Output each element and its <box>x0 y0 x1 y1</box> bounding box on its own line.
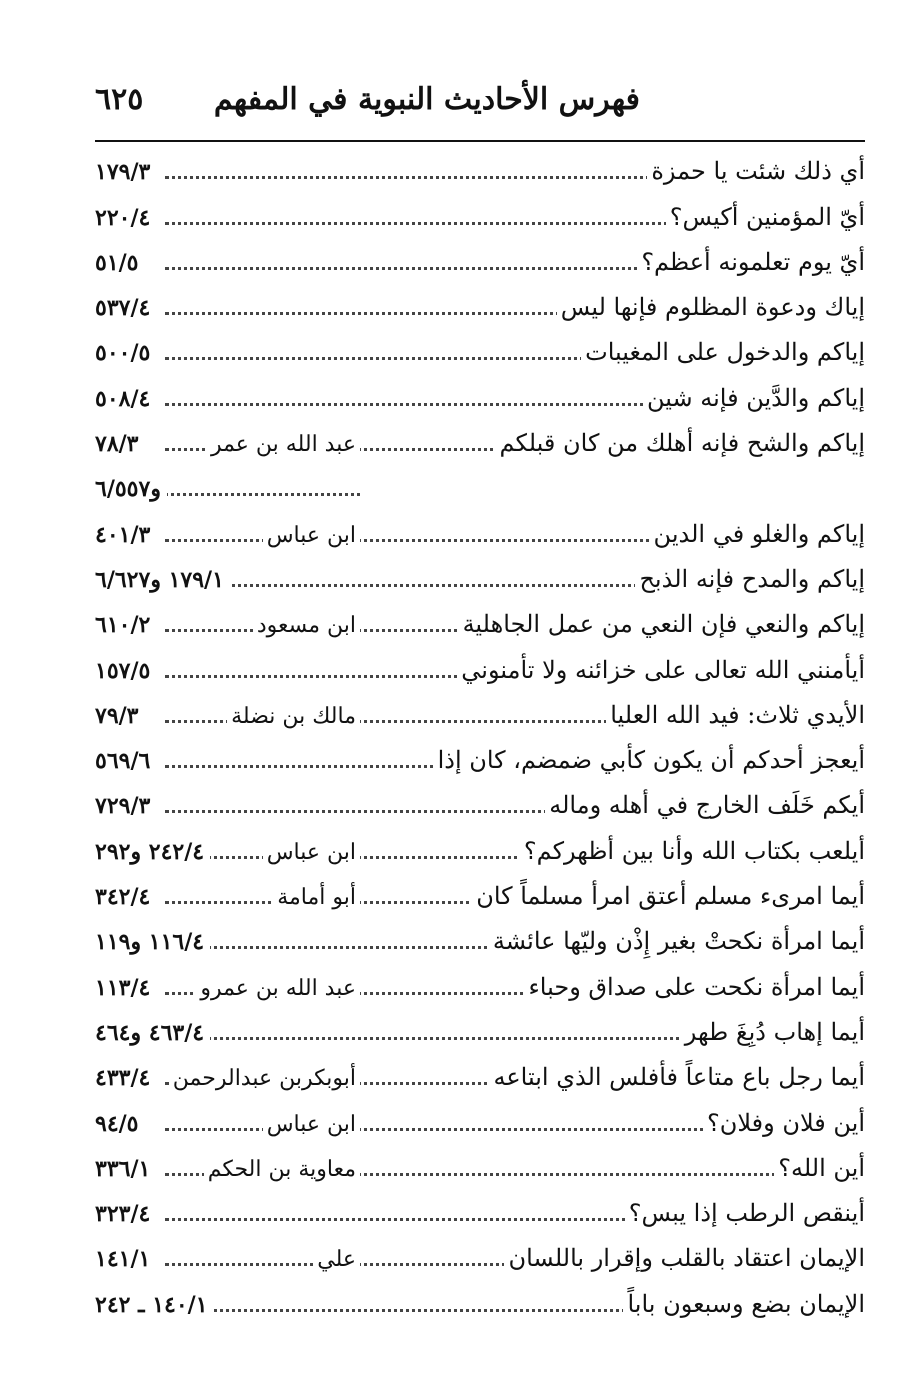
narrator-name: ابن عباس <box>263 840 360 865</box>
volume-page-ref: ٢٤٢/٤ و٢٩٢ <box>95 839 210 865</box>
volume-page-ref: ٧٨/٣ <box>95 431 144 457</box>
hadith-text: إياكم والشح فإنه أهلك من كان قبلكم <box>495 429 865 457</box>
volume-page-ref: ١١٦/٤ و١١٩ <box>95 929 210 955</box>
index-entry <box>95 374 865 419</box>
narrator-name: أبو أمامة <box>273 885 360 910</box>
hadith-text: أيكم خَلَف الخارج في أهله وماله <box>545 791 865 819</box>
hadith-text: أي ذلك شئت يا حمزة <box>647 157 865 185</box>
narrator-name: أبوبكربن عبدالرحمن <box>169 1066 360 1091</box>
index-entry <box>95 918 865 963</box>
page-header <box>95 82 865 132</box>
volume-page-ref: ٥٠٨/٤ <box>95 386 156 412</box>
index-entry <box>95 1099 865 1144</box>
index-entry <box>95 284 865 329</box>
volume-page-ref: ٤٦٣/٤ و٤٦٤ <box>95 1020 210 1046</box>
index-entry <box>95 1009 865 1054</box>
narrator-name: مالك بن نضلة <box>227 704 360 729</box>
hadith-text: إياكم والنعي فإن النعي من عمل الجاهلية <box>459 610 865 638</box>
page-title: فهرس الأحاديث النبوية في المفهم <box>213 82 640 117</box>
index-entry <box>95 556 865 601</box>
volume-page-ref: ١٤١/١ <box>95 1246 156 1272</box>
narrator-name: ابن عباس <box>263 1112 360 1137</box>
dot-leader <box>165 493 360 496</box>
hadith-text: إياكم والدَّين فإنه شين <box>643 384 865 412</box>
hadith-text: أين فلان وفلان؟ <box>703 1109 865 1137</box>
volume-page-ref: ٣٤٢/٤ <box>95 884 156 910</box>
narrator-name: ابن عباس <box>263 523 360 548</box>
volume-page-ref: ١٧٩/٣ <box>95 159 156 185</box>
volume-page-ref: ١١٣/٤ <box>95 975 156 1001</box>
hadith-text: أيما رجل باع متاعاً فأفلس الذي ابتاعه <box>489 1063 865 1091</box>
hadith-text: أيما إهاب دُبِغَ طهر <box>681 1018 865 1046</box>
volume-page-ref: ٣٢٣/٤ <box>95 1201 156 1227</box>
volume-page-ref: ٥١/٥ <box>95 250 144 276</box>
index-entry <box>95 782 865 827</box>
hadith-text: إياكم والغلو في الدين <box>650 520 865 548</box>
narrator-name: علي <box>313 1247 360 1272</box>
hadith-text: أيعجز أحدكم أن يكون كأبي ضمضم، كان إذا <box>434 746 865 774</box>
index-entry <box>95 465 865 510</box>
hadith-text: الأيدي ثلاث: فيد الله العليا <box>606 701 865 729</box>
hadith-text: إياك ودعوة المظلوم فإنها ليس <box>557 293 865 321</box>
index-entry <box>95 193 865 238</box>
narrator-name: عبد الله بن عمر <box>207 432 360 457</box>
hadith-text: أيما امرىء مسلم أعتق امرأ مسلماً كان <box>472 882 865 910</box>
volume-page-ref: ٧٩/٣ <box>95 703 144 729</box>
hadith-text: الإيمان اعتقاد بالقلب وإقرار باللسان <box>504 1244 865 1272</box>
header-rule <box>95 140 865 142</box>
index-entry <box>95 737 865 782</box>
hadith-text: أيأمنني الله تعالى على خزائنه ولا تأمنوني <box>457 656 865 684</box>
index-entry <box>95 510 865 555</box>
volume-page-ref: ٩٤/٥ <box>95 1111 144 1137</box>
index-entry <box>95 1190 865 1235</box>
hadith-text: إياكم والدخول على المغيبات <box>581 338 865 366</box>
volume-page-ref: ٥٣٧/٤ <box>95 295 156 321</box>
narrator-name: ابن مسعود <box>253 613 360 638</box>
index-entry <box>95 239 865 284</box>
hadith-text: الإيمان بضع وسبعون باباً <box>623 1290 865 1318</box>
volume-page-ref: ٤٠١/٣ <box>95 522 156 548</box>
index-entry <box>95 646 865 691</box>
index-entry <box>95 827 865 872</box>
volume-page-ref: ٣٣٦/١ <box>95 1156 156 1182</box>
index-entry <box>95 1280 865 1325</box>
index-entry <box>95 692 865 737</box>
volume-page-ref: ٥٠٠/٥ <box>95 340 156 366</box>
volume-page-ref: و٦/٥٥٧ <box>95 476 167 502</box>
hadith-text: أينقص الرطب إذا يبس؟ <box>625 1199 865 1227</box>
hadith-text: أيّ يوم تعلمونه أعظم؟ <box>637 248 865 276</box>
hadith-text: أيما امرأة نكحت على صداق وحباء <box>525 973 865 1001</box>
volume-page-ref: ٥٦٩/٦ <box>95 748 156 774</box>
hadith-text: أيّ المؤمنين أكيس؟ <box>666 203 865 231</box>
volume-page-ref: ٧٢٩/٣ <box>95 793 156 819</box>
index-entry <box>95 1054 865 1099</box>
index-entry <box>95 601 865 646</box>
volume-page-ref: ٤٣٣/٤ <box>95 1065 156 1091</box>
hadith-text: أيلعب بكتاب الله وأنا بين أظهركم؟ <box>520 837 865 865</box>
index-entry <box>95 148 865 193</box>
volume-page-ref: ١٤٠/١ ـ ٢٤٢ <box>95 1292 214 1318</box>
volume-page-ref: ١٧٩/١ و٦/٦٢٧ <box>95 567 230 593</box>
page-number: ٦٢٥ <box>95 82 144 117</box>
hadith-index-list <box>95 148 865 1326</box>
hadith-text: إياكم والمدح فإنه الذبح <box>635 565 865 593</box>
index-entry <box>95 1235 865 1280</box>
volume-page-ref: ٦١٠/٢ <box>95 612 156 638</box>
hadith-text: أيما امرأة نكحتْ بغير إِذْن وليّها عائشة <box>489 927 865 955</box>
index-entry <box>95 1145 865 1190</box>
narrator-name: عبد الله بن عمرو <box>196 976 360 1001</box>
index-entry <box>95 329 865 374</box>
index-entry <box>95 873 865 918</box>
index-entry <box>95 963 865 1008</box>
narrator-name: معاوية بن الحكم <box>204 1157 360 1182</box>
index-entry <box>95 420 865 465</box>
volume-page-ref: ٢٢٠/٤ <box>95 205 156 231</box>
hadith-text: أين الله؟ <box>774 1154 865 1182</box>
volume-page-ref: ١٥٧/٥ <box>95 658 156 684</box>
